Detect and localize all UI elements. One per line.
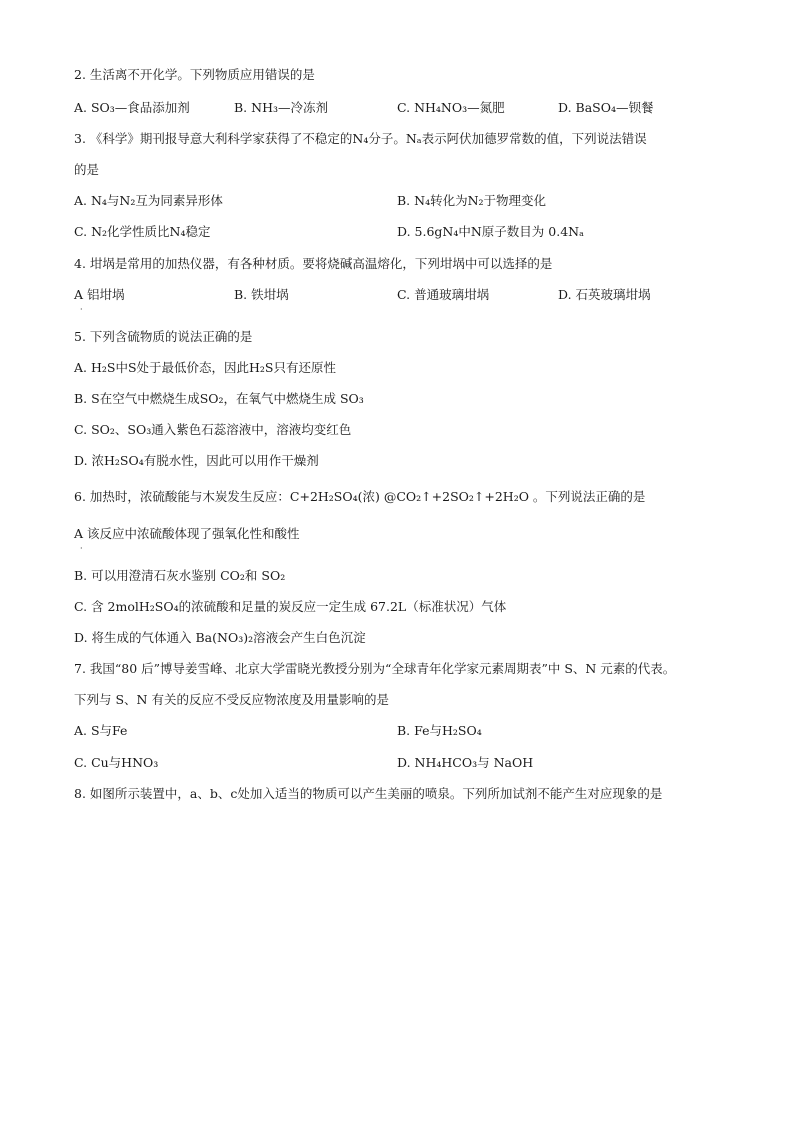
q7-option-b: B. Fe与H₂SO₄ — [397, 723, 482, 738]
q4-option-d: D. 石英玻璃坩埚 — [558, 287, 651, 302]
q3-option-a: A. N₄与N₂互为同素异形体 — [74, 193, 223, 208]
q7-stem-line2: 下列与 S、N 有关的反应不受反应物浓度及用量影响的是 — [74, 692, 389, 707]
q3-stem-line2: 的是 — [74, 162, 100, 177]
q2-option-a: A. SO₃—食品添加剂 — [74, 100, 190, 115]
q6-option-c: C. 含 2molH₂SO₄的浓硫酸和足量的炭反应一定生成 67.2L（标准状况）气体 — [74, 599, 507, 614]
q5-option-d: D. 浓H₂SO₄有脱水性，因此可以用作干燥剂 — [74, 453, 319, 468]
q3-stem-line1: 3. 《科学》期刊报导意大利科学家获得了不稳定的N₄分子。Nₐ表示阿伏加德罗常数的值，下列说法错误 — [74, 131, 647, 146]
q3-option-c: C. N₂化学性质比N₄稳定 — [74, 224, 211, 239]
q7-option-c: C. Cu与HNO₃ — [74, 755, 159, 770]
q4-option-a: A 铝坩埚 — [74, 287, 125, 302]
q3-option-b: B. N₄转化为N₂于物理变化 — [397, 193, 547, 208]
q6-option-b: B. 可以用澄清石灰水鉴别 CO₂和 SO₂ — [74, 568, 286, 583]
q6-stem: 6. 加热时，浓硫酸能与木炭发生反应：C+2H₂SO₄(浓) @CO₂↑+2SO₂↑+2H₂O 。下列说法正确的是 — [74, 489, 646, 504]
q2-stem: 2. 生活离不开化学。下列物质应用错误的是 — [74, 67, 315, 82]
q4-option-b: B. 铁坩埚 — [234, 287, 289, 302]
q2-option-b: B. NH₃—冷冻剂 — [234, 100, 328, 115]
q5-option-c: C. SO₂、SO₃通入紫色石蕊溶液中，溶液均变红色 — [74, 422, 352, 437]
q5-option-b: B. S在空气中燃烧生成SO₂，在氧气中燃烧生成 SO₃ — [74, 391, 364, 406]
q5-option-a: A. H₂S中S处于最低价态，因此H₂S只有还原性 — [74, 360, 336, 375]
q2-option-d: D. BaSO₄—钡餐 — [558, 100, 654, 115]
q6-option-a: A 该反应中浓硫酸体现了强氧化性和酸性 — [74, 526, 300, 541]
q4-option-a-dot: · — [80, 305, 83, 314]
q7-stem-line1: 7. 我国“80 后”博导姜雪峰、北京大学雷晓光教授分别为“全球青年化学家元素周期表”中 S、N 元素的代表。 — [74, 661, 676, 676]
q6-option-a-dot: · — [80, 544, 83, 553]
q7-option-a: A. S与Fe — [74, 723, 128, 738]
q4-option-c: C. 普通玻璃坩埚 — [397, 287, 490, 302]
q5-stem: 5. 下列含硫物质的说法正确的是 — [74, 329, 253, 344]
q7-option-d: D. NH₄HCO₃与 NaOH — [397, 755, 534, 770]
q3-option-d: D. 5.6gN₄中N原子数目为 0.4Nₐ — [397, 224, 584, 239]
q6-option-d: D. 将生成的气体通入 Ba(NO₃)₂溶液会产生白色沉淀 — [74, 630, 366, 645]
q4-stem: 4. 坩埚是常用的加热仪器，有各种材质。要将烧碱高温熔化，下列坩埚中可以选择的是 — [74, 256, 553, 271]
q2-option-c: C. NH₄NO₃—氮肥 — [397, 100, 505, 115]
q8-stem: 8. 如图所示装置中，a、b、c处加入适当的物质可以产生美丽的喷泉。下列所加试剂不能产生对应现象的是 — [74, 786, 663, 801]
